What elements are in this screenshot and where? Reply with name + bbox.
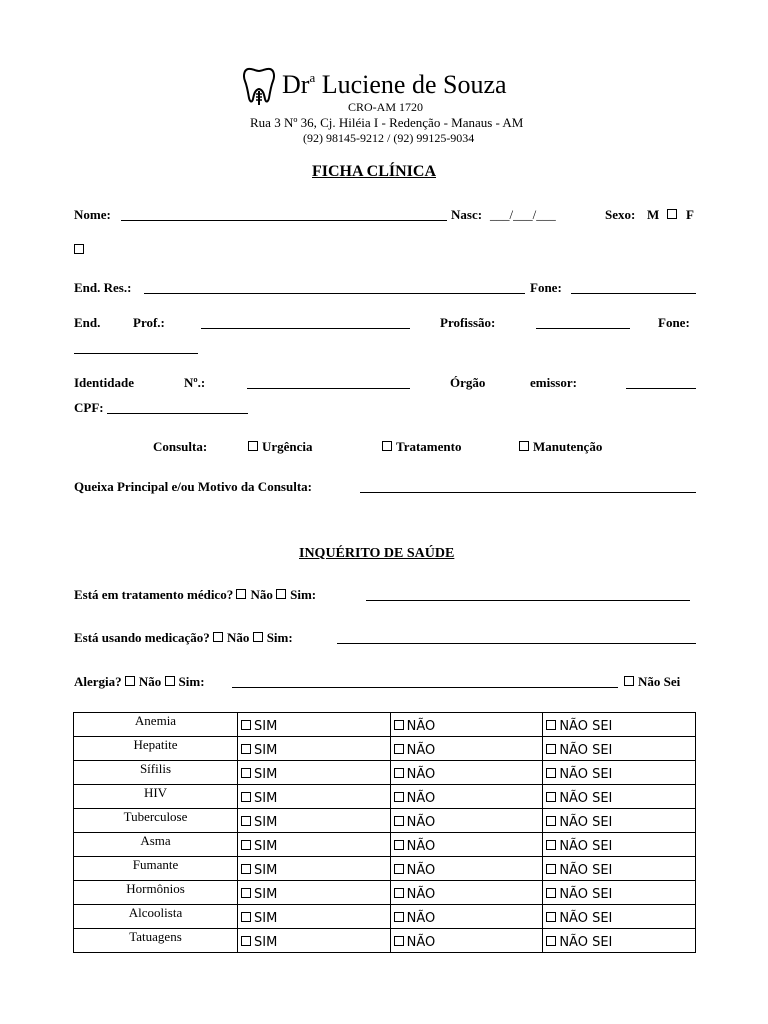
table-row [74,809,696,833]
condition-name: Tatuagens [74,929,238,953]
checkbox-icon[interactable] [241,744,251,754]
option-sim[interactable] [238,809,391,833]
checkbox-icon[interactable] [394,936,404,946]
checkbox-icon[interactable] [394,864,404,874]
table-row [74,713,696,737]
option-label: NÃO SEI [559,935,613,950]
alergia-nao-sei[interactable]: Não Sei [624,674,680,690]
tooth-implant-icon [243,66,275,106]
doctor-name: Dr$^a$ Luciene de Souza [282,70,507,99]
option-sim[interactable] [238,905,391,929]
consulta-label: Consulta: [153,439,208,454]
option-sim[interactable] [238,713,391,737]
sexo-f-checkbox[interactable] [74,241,88,259]
option-label: NÃO [406,935,436,950]
option-sim[interactable] [238,929,391,953]
health-section-title: INQUÉRITO DE SAÚDE [299,546,455,561]
checkbox-icon[interactable] [546,744,556,754]
consulta-urgencia[interactable]: Urgência [248,439,313,455]
option-label: NÃO [406,719,436,734]
numero-label: Nº.: [184,375,206,390]
checkbox-icon[interactable] [394,912,404,922]
option-nao-sei[interactable] [543,929,696,953]
option-nao-sei[interactable] [543,737,696,761]
sexo-f-label: F [686,207,694,222]
option-label: SIM [254,839,278,854]
option-label: NÃO [406,863,436,878]
sexo-label: Sexo: [605,207,636,222]
option-label: SIM [254,935,278,950]
option-sim[interactable] [238,785,391,809]
condition-name: Asma [74,833,238,857]
checkbox-icon[interactable] [241,888,251,898]
checkbox-icon[interactable] [213,632,223,642]
checkbox-icon[interactable] [276,589,286,599]
option-label: NÃO SEI [559,911,613,926]
option-nao-sei[interactable] [543,857,696,881]
tratamento-question: Está em tratamento médico? Não Sim: [74,587,317,602]
option-sim[interactable] [238,881,391,905]
condition-name: Hepatite [74,737,238,761]
option-label: NÃO [406,767,436,782]
checkbox-icon[interactable] [546,840,556,850]
checkbox-icon[interactable] [546,720,556,730]
checkbox-icon[interactable] [546,936,556,946]
alergia-question: Alergia? Não Sim: [74,674,205,689]
table-row [74,761,696,785]
option-nao-sei[interactable] [543,761,696,785]
option-nao-sei[interactable] [543,905,696,929]
checkbox-icon[interactable] [241,864,251,874]
clinic-address: Rua 3 Nº 36, Cj. Hiléia I - Redenção - Manaus - AM [250,115,524,130]
checkbox-icon[interactable] [546,864,556,874]
checkbox-icon[interactable] [382,441,392,451]
checkbox-icon[interactable] [394,720,404,730]
checkbox-icon[interactable] [546,768,556,778]
emissor-label: emissor: [530,375,577,390]
medicacao-field[interactable] [337,643,696,644]
checkbox-icon[interactable] [241,912,251,922]
tratamento-field[interactable] [366,600,690,601]
checkbox-icon[interactable] [241,816,251,826]
fone2-label: Fone: [658,315,690,330]
checkbox-icon[interactable] [394,888,404,898]
option-label: NÃO [406,911,436,926]
condition-name: Fumante [74,857,238,881]
cpf-field[interactable] [107,413,248,414]
disease-table [73,712,696,953]
condition-name: Anemia [74,713,238,737]
checkbox-icon[interactable] [394,792,404,802]
option-label: NÃO [406,791,436,806]
option-nao-sei[interactable] [543,833,696,857]
checkbox-icon[interactable] [253,632,263,642]
end-res-field[interactable] [144,293,525,294]
end-prof-field[interactable] [201,328,410,329]
option-nao[interactable] [390,833,543,857]
checkbox-icon[interactable] [241,720,251,730]
option-sim[interactable] [238,761,391,785]
condition-name: HIV [74,785,238,809]
condition-name: Hormônios [74,881,238,905]
fone-field[interactable] [571,293,696,294]
option-label: NÃO SEI [559,839,613,854]
checkbox-icon[interactable] [624,676,634,686]
option-label: NÃO SEI [559,815,613,830]
option-nao[interactable] [390,809,543,833]
fone-label: Fone: [530,280,562,295]
option-nao[interactable] [390,857,543,881]
checkbox-icon[interactable] [125,676,135,686]
checkbox-icon[interactable] [546,888,556,898]
option-sim[interactable] [238,857,391,881]
condition-name: Sífilis [74,761,238,785]
checkbox-icon[interactable] [74,244,84,254]
sexo-m-option[interactable]: M [647,207,681,223]
option-nao[interactable] [390,713,543,737]
cro-number: CRO-AM 1720 [348,100,424,114]
option-nao-sei[interactable] [543,809,696,833]
option-nao[interactable] [390,881,543,905]
option-label: SIM [254,743,278,758]
checkbox-icon[interactable] [546,816,556,826]
option-sim[interactable] [238,833,391,857]
table-row [74,785,696,809]
identidade-label: Identidade [74,375,134,390]
option-label: NÃO SEI [559,863,613,878]
cpf-label: CPF: [74,400,104,415]
option-label: NÃO SEI [559,887,613,902]
option-label: SIM [254,815,278,830]
form-title: FICHA CLÍNICA [312,163,437,180]
option-label: SIM [254,887,278,902]
condition-name: Alcoolista [74,905,238,929]
option-label: NÃO SEI [559,719,613,734]
alergia-field[interactable] [232,687,618,688]
checkbox-icon[interactable] [248,441,258,451]
option-nao[interactable] [390,929,543,953]
prof-label: Prof.: [133,315,165,330]
option-label: NÃO SEI [559,767,613,782]
table-row [74,737,696,761]
option-nao-sei[interactable] [543,713,696,737]
checkbox-icon[interactable] [165,676,175,686]
option-label: SIM [254,863,278,878]
option-nao-sei[interactable] [543,785,696,809]
nome-field[interactable] [121,220,447,221]
nome-label: Nome: [74,207,111,222]
nasc-field[interactable]: ___/___/___ [490,207,556,222]
end-res-label: End. Res.: [74,280,132,295]
checkbox-icon[interactable] [394,768,404,778]
checkbox-icon[interactable] [241,840,251,850]
table-row [74,929,696,953]
table-row [74,833,696,857]
condition-name: Tuberculose [74,809,238,833]
clinic-phones: (92) 98145-9212 / (92) 99125-9034 [303,131,475,145]
checkbox-icon[interactable] [546,912,556,922]
option-label: SIM [254,767,278,782]
option-nao-sei[interactable] [543,881,696,905]
option-label: NÃO [406,839,436,854]
checkbox-icon[interactable] [667,209,677,219]
profissao-label: Profissão: [440,315,496,330]
fone2-field[interactable] [74,353,198,354]
queixa-label: Queixa Principal e/ou Motivo da Consulta: [74,479,312,494]
medicacao-question: Está usando medicação? Não Sim: [74,630,293,645]
option-nao[interactable] [390,737,543,761]
option-sim[interactable] [238,737,391,761]
checkbox-icon[interactable] [241,768,251,778]
option-label: NÃO [406,815,436,830]
consulta-tratamento[interactable]: Tratamento [382,439,461,455]
orgao-label: Órgão [450,375,486,390]
option-label: SIM [254,791,278,806]
option-nao[interactable] [390,785,543,809]
option-label: NÃO [406,887,436,902]
option-label: NÃO SEI [559,743,613,758]
consulta-manutencao[interactable]: Manutenção [519,439,602,455]
queixa-field[interactable] [360,492,696,493]
checkbox-icon[interactable] [241,792,251,802]
option-label: SIM [254,719,278,734]
table-row [74,905,696,929]
profissao-field[interactable] [536,328,630,329]
option-nao[interactable] [390,761,543,785]
checkbox-icon[interactable] [394,840,404,850]
orgao-emissor-field[interactable] [626,388,696,389]
checkbox-icon[interactable] [394,816,404,826]
identidade-field[interactable] [247,388,410,389]
checkbox-icon[interactable] [236,589,246,599]
option-label: NÃO [406,743,436,758]
end-label: End. [74,315,101,330]
checkbox-icon[interactable] [241,936,251,946]
option-label: SIM [254,911,278,926]
option-label: NÃO SEI [559,791,613,806]
checkbox-icon[interactable] [519,441,529,451]
nasc-label: Nasc: [451,207,483,222]
checkbox-icon[interactable] [394,744,404,754]
checkbox-icon[interactable] [546,792,556,802]
option-nao[interactable] [390,905,543,929]
table-row [74,881,696,905]
table-row [74,857,696,881]
